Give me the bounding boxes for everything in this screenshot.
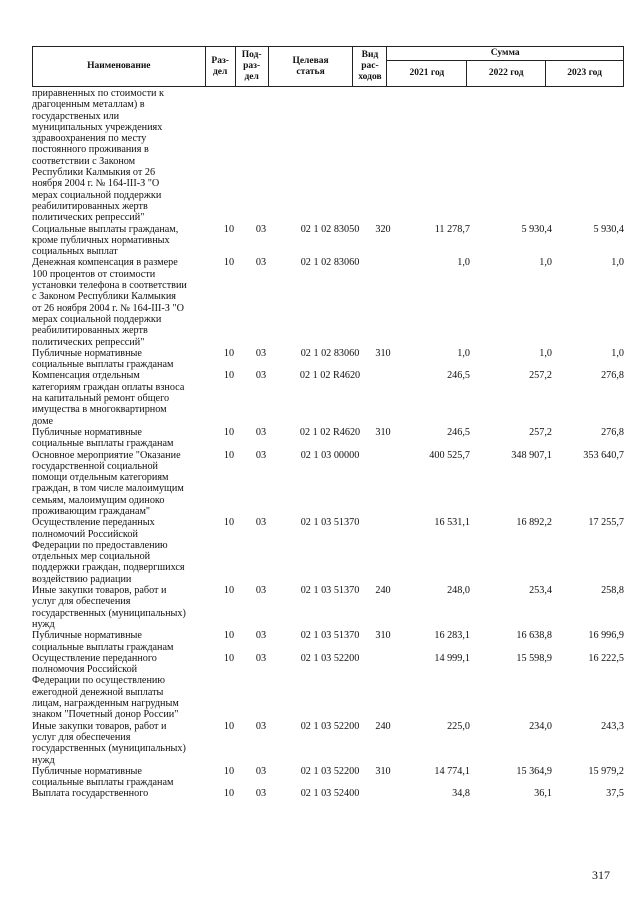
row-razdel: 10 (223, 630, 235, 642)
row-2021: 34,8 (452, 788, 470, 800)
header-celevaya: Целевая статья (268, 47, 353, 87)
row-podrazdel: 03 (255, 449, 267, 461)
table-body (32, 88, 624, 800)
row-2021: 14 999,1 (434, 652, 470, 664)
row-name: Публичные нормативные социальные выплаты гражданам (32, 426, 174, 450)
row-razdel: 10 (223, 223, 235, 235)
row-2021: 16 283,1 (434, 630, 470, 642)
table-row (32, 450, 624, 518)
row-name: Осуществление переданного полномочия Российской Федерации по осуществлению ежегодной денежной выплаты лицам, награжденным нагрудным знаком "Почетный донор России" (32, 652, 179, 721)
row-csr: 02 1 03 51370 (300, 630, 360, 642)
table-row (32, 630, 624, 653)
header-name: Наименование (33, 47, 206, 87)
row-vr: 310 (375, 347, 391, 359)
row-name: Выплата государственного (32, 788, 149, 800)
row-2023: 258,8 (601, 585, 624, 597)
row-2022: 257,2 (529, 426, 552, 438)
row-podrazdel: 03 (255, 630, 267, 642)
row-2023: 16 996,9 (588, 630, 624, 642)
row-2022: 16 892,2 (516, 517, 552, 529)
row-razdel: 10 (223, 426, 235, 438)
table-row (32, 348, 624, 371)
row-vr: 240 (375, 585, 391, 597)
row-2022: 15 598,9 (516, 652, 552, 664)
row-csr: 02 1 03 52400 (300, 788, 360, 800)
row-name: Публичные нормативные социальные выплаты гражданам (32, 630, 174, 653)
row-name: Осуществление переданных полномочий Российской Федерации по предоставлению отдельных мер социальной поддержки граждан, подвергшихся воздействию радиации (32, 517, 185, 585)
row-2022: 1,0 (539, 257, 552, 269)
table-row (32, 788, 624, 799)
row-2021: 1,0 (457, 347, 470, 359)
row-2021: 14 774,1 (434, 765, 470, 777)
table-header (32, 46, 624, 87)
row-vr: 240 (375, 720, 391, 732)
table-row (32, 517, 624, 585)
header-2023: 2023 год (546, 61, 624, 87)
row-razdel: 10 (223, 720, 235, 732)
row-2021: 1,0 (457, 257, 470, 269)
header-2022: 2022 год (467, 61, 546, 87)
row-2023: 276,8 (601, 370, 624, 382)
row-2023: 5 930,4 (593, 223, 624, 235)
row-podrazdel: 03 (255, 585, 267, 597)
row-name: Денежная компенсация в размере 100 процентов от стоимости установки телефона в соответствии с Законом Республики Калмыкия от 26 ноября 2004 г. № 164-III-З "О мерах социальной поддержки реабилитированных жертв политических репрессий" (32, 257, 187, 348)
row-csr: 02 1 03 52200 (300, 765, 360, 777)
header-razdel: Раз- дел (205, 47, 235, 87)
row-podrazdel: 03 (255, 720, 267, 732)
row-csr: 02 1 03 51370 (300, 585, 360, 597)
row-name: Компенсация отдельным категориям граждан оплаты взноса на капитальный ремонт общего имущества в многоквартирном доме (32, 370, 185, 427)
table-row (32, 766, 624, 789)
row-2021: 16 531,1 (434, 517, 470, 529)
row-podrazdel: 03 (255, 347, 267, 359)
row-name: Иные закупки товаров, работ и услуг для обеспечения государственных (муниципальных) нужд (32, 720, 186, 766)
page-number: 317 (592, 868, 610, 882)
row-csr: 02 1 02 R4620 (299, 426, 361, 438)
row-2021: 225,0 (447, 720, 470, 732)
row-name: Публичные нормативные социальные выплаты гражданам (32, 347, 174, 371)
row-name: Социальные выплаты гражданам, кроме публичных нормативных социальных выплат (32, 223, 179, 258)
row-podrazdel: 03 (255, 788, 267, 800)
row-razdel: 10 (223, 652, 235, 664)
row-razdel: 10 (223, 765, 235, 777)
row-name: Основное мероприятие "Оказание государственной социальной помощи отдельным категориям граждан, в том числе малоимущим семьям, малоимущим одиноко проживающим гражданам" (32, 449, 184, 517)
row-vr: 310 (375, 630, 391, 642)
row-2023: 353 640,7 (583, 449, 624, 461)
row-2021: 11 278,7 (434, 223, 470, 235)
row-vr: 320 (375, 223, 391, 235)
row-razdel: 10 (223, 517, 235, 529)
row-csr: 02 1 03 51370 (300, 517, 360, 529)
table-row (32, 721, 624, 766)
row-2021: 400 525,7 (429, 449, 470, 461)
row-podrazdel: 03 (255, 426, 267, 438)
table-row (32, 585, 624, 630)
row-2022: 15 364,9 (516, 765, 552, 777)
row-csr: 02 1 02 83050 (300, 223, 360, 235)
row-2022: 234,0 (529, 720, 552, 732)
row-2023: 15 979,2 (588, 765, 624, 777)
row-podrazdel: 03 (255, 765, 267, 777)
row-razdel: 10 (223, 370, 235, 382)
row-razdel: 10 (223, 788, 235, 800)
table-row (32, 257, 624, 347)
row-2023: 1,0 (611, 257, 624, 269)
row-2023: 37,5 (606, 788, 624, 800)
row-2022: 5 930,4 (521, 223, 552, 235)
row-2022: 16 638,8 (516, 630, 552, 642)
row-podrazdel: 03 (255, 370, 267, 382)
row-csr: 02 1 03 52200 (300, 652, 360, 664)
row-name: приравненных по стоимости к драгоценным металлам) в государственых или муниципальных учреждениях здравоохранения по месту постоянного проживания в соответствии с Законом Республики Калмыкия от 26 ноября 2004 г. № 164-III-З "О мерах социальной поддержки реабилитированных жертв политических репрессий" (32, 88, 164, 224)
row-2021: 248,0 (447, 585, 470, 597)
row-2021: 246,5 (447, 426, 470, 438)
row-podrazdel: 03 (255, 517, 267, 529)
row-razdel: 10 (223, 347, 235, 359)
row-razdel: 10 (223, 449, 235, 461)
header-vid: Вид рас- ходов (353, 47, 387, 87)
row-razdel: 10 (223, 585, 235, 597)
row-name: Публичные нормативные социальные выплаты гражданам (32, 765, 174, 789)
table-row (32, 370, 624, 426)
row-2023: 16 222,5 (588, 652, 624, 664)
header-summa: Сумма (387, 47, 624, 61)
row-vr: 310 (375, 426, 391, 438)
row-podrazdel: 03 (255, 257, 267, 269)
row-2023: 17 255,7 (588, 517, 624, 529)
row-2023: 276,8 (601, 426, 624, 438)
row-podrazdel: 03 (255, 652, 267, 664)
row-2022: 1,0 (539, 347, 552, 359)
header-2021: 2021 год (387, 61, 467, 87)
row-razdel: 10 (223, 257, 235, 269)
table-row (32, 224, 624, 258)
row-2022: 257,2 (529, 370, 552, 382)
row-2022: 348 907,1 (511, 449, 552, 461)
row-2023: 1,0 (611, 347, 624, 359)
table-row (32, 653, 624, 721)
row-2022: 36,1 (534, 788, 552, 800)
row-name: Иные закупки товаров, работ и услуг для обеспечения государственных (муниципальных) нужд (32, 585, 186, 630)
table-row (32, 427, 624, 450)
table-row (32, 88, 624, 224)
row-csr: 02 1 03 52200 (300, 720, 360, 732)
row-csr: 02 1 02 R4620 (299, 370, 361, 382)
row-2022: 253,4 (529, 585, 552, 597)
row-csr: 02 1 02 83060 (300, 257, 360, 269)
row-csr: 02 1 03 00000 (300, 449, 360, 461)
row-csr: 02 1 02 83060 (300, 347, 360, 359)
row-vr: 310 (375, 765, 391, 777)
row-podrazdel: 03 (255, 223, 267, 235)
row-2023: 243,3 (601, 720, 624, 732)
row-2021: 246,5 (447, 370, 470, 382)
header-podrazdel: Под- раз- дел (235, 47, 268, 87)
